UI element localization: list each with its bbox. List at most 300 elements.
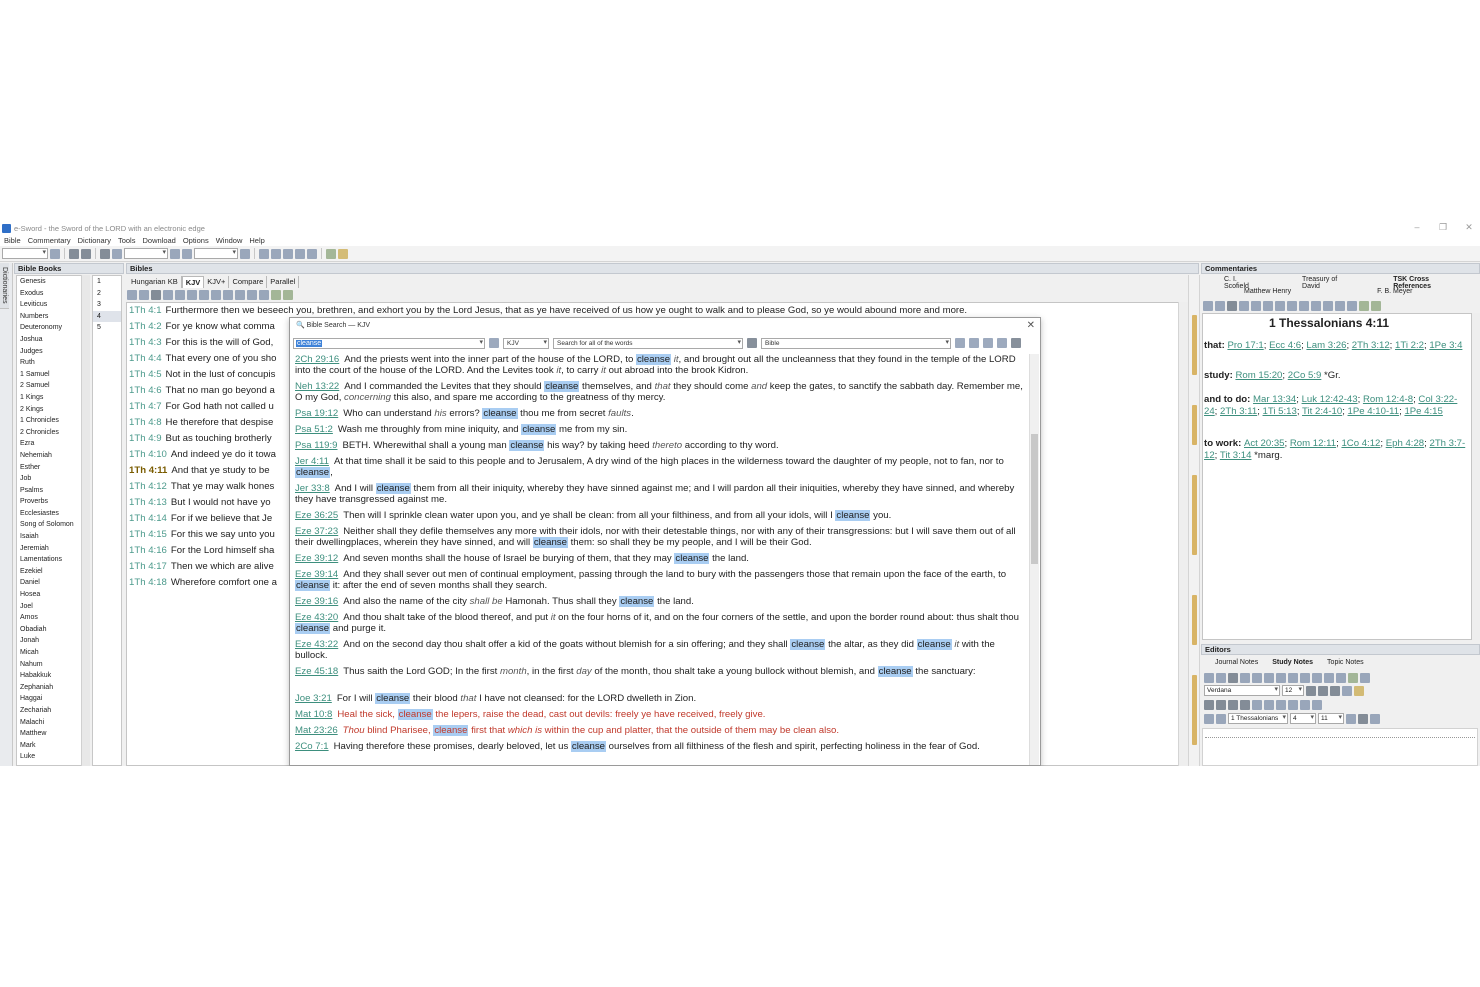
tab-fb-meyer[interactable]: F. B. Meyer bbox=[1377, 288, 1413, 295]
layout-icon[interactable] bbox=[259, 290, 269, 300]
gutter-mark bbox=[1192, 595, 1197, 645]
font-family-select[interactable]: Verdana ▾ bbox=[1204, 685, 1280, 696]
xref-link[interactable]: Eph 4:28 bbox=[1385, 438, 1425, 449]
book-item[interactable]: Ezekiel bbox=[20, 567, 43, 575]
sync-icon[interactable] bbox=[271, 290, 281, 300]
layout-2-icon[interactable] bbox=[1335, 301, 1345, 311]
book-item[interactable]: Lamentations bbox=[20, 556, 63, 564]
xref-link[interactable]: Tit 3:14 bbox=[1219, 450, 1252, 461]
indent-icon[interactable] bbox=[1276, 700, 1286, 710]
book-item[interactable]: Leviticus bbox=[20, 301, 48, 309]
book-item[interactable]: Jeremiah bbox=[20, 544, 49, 552]
result-text: And I commanded the Levites that they should cleanse themselves, and that they should come and keep the gates, to sanctify the sabbath day. Remember me, O my God, concerning this also, and spare me according to the greatness of thy mercy. bbox=[295, 381, 1023, 403]
gutter-mark bbox=[1192, 405, 1197, 445]
spacing-icon[interactable] bbox=[1312, 700, 1322, 710]
search-binoculars-icon[interactable] bbox=[100, 249, 110, 259]
menu-tools[interactable]: Tools bbox=[117, 236, 136, 245]
book-item[interactable]: Obadiah bbox=[20, 625, 47, 633]
result-ref-link[interactable]: Neh 13:22 bbox=[295, 381, 340, 392]
gutter-mark bbox=[1192, 315, 1197, 375]
verse-line[interactable] bbox=[129, 417, 273, 428]
chapter-item[interactable]: 2 bbox=[97, 289, 101, 297]
book-item[interactable]: Micah bbox=[20, 649, 39, 656]
bible-toolbar bbox=[127, 289, 293, 301]
search-go-icon[interactable] bbox=[1011, 338, 1021, 348]
verse-ref: 1Th 4:1 bbox=[129, 305, 162, 316]
verse-line[interactable] bbox=[129, 577, 277, 588]
copy-all-icon[interactable] bbox=[1215, 301, 1225, 311]
result-ref-link[interactable]: Joe 3:21 bbox=[295, 693, 332, 704]
dialog-title bbox=[290, 318, 1040, 334]
highlight-icon[interactable] bbox=[182, 249, 192, 259]
result-ref-link[interactable]: Jer 4:11 bbox=[295, 456, 329, 467]
search-hit: cleanse bbox=[522, 424, 556, 435]
book-item[interactable]: Haggai bbox=[20, 695, 43, 703]
style-icon[interactable] bbox=[235, 290, 245, 300]
tab-journal-notes[interactable]: Journal Notes bbox=[1215, 659, 1259, 666]
layout-4-icon[interactable] bbox=[295, 249, 305, 259]
book-item[interactable]: Nahum bbox=[20, 660, 43, 668]
menu-options[interactable]: Options bbox=[182, 236, 209, 245]
dictionaries-strip bbox=[0, 263, 13, 766]
verse-ref: 1Th 4:16 bbox=[129, 545, 167, 556]
search-result[interactable] bbox=[295, 596, 1025, 607]
result-ref-link[interactable]: Psa 119:9 bbox=[295, 440, 338, 451]
print-results-icon[interactable] bbox=[969, 338, 979, 348]
verse-ref: 1Th 4:8 bbox=[129, 417, 162, 428]
book-item[interactable]: Judges bbox=[20, 347, 43, 355]
book-item[interactable]: 1 Kings bbox=[20, 393, 44, 401]
result-ref-link[interactable]: Mat 23:26 bbox=[295, 725, 338, 736]
xref-link[interactable]: Ecc 4:6 bbox=[1269, 340, 1302, 351]
search-result[interactable] bbox=[295, 408, 1025, 419]
search-hit: cleanse bbox=[483, 408, 517, 419]
book-item[interactable]: Psalms bbox=[20, 486, 43, 494]
undo-icon[interactable] bbox=[1288, 673, 1298, 683]
border-icon[interactable] bbox=[1300, 700, 1310, 710]
book-item[interactable]: Mark bbox=[20, 741, 36, 749]
save-note-icon[interactable] bbox=[1204, 714, 1214, 724]
verse-line[interactable] bbox=[129, 545, 274, 556]
tab-matthew-henry[interactable]: Matthew Henry bbox=[1244, 288, 1292, 295]
book-item[interactable]: Deuteronomy bbox=[20, 324, 63, 332]
verse-selector[interactable] bbox=[2, 248, 48, 259]
copy-icon[interactable] bbox=[1203, 301, 1213, 311]
book-item[interactable]: Isaiah bbox=[20, 533, 39, 541]
book-item[interactable]: Exodus bbox=[20, 289, 44, 297]
result-ref-link[interactable]: Psa 51:2 bbox=[295, 424, 333, 435]
print-icon[interactable] bbox=[1239, 301, 1249, 311]
book-item[interactable]: Jonah bbox=[20, 637, 40, 645]
close-button[interactable]: ✕ bbox=[1465, 222, 1473, 232]
tab-treasury-of-david[interactable]: Treasury of David bbox=[1302, 275, 1338, 290]
book-item[interactable]: Numbers bbox=[20, 312, 49, 320]
go-icon[interactable] bbox=[50, 249, 60, 259]
highlighter-icon[interactable] bbox=[223, 290, 233, 300]
align-right-icon[interactable] bbox=[1228, 700, 1238, 710]
results-scrollbar[interactable] bbox=[1029, 354, 1039, 766]
verse-line[interactable] bbox=[129, 561, 274, 572]
export-icon[interactable] bbox=[983, 338, 993, 348]
search-result[interactable] bbox=[295, 381, 1025, 403]
xref-link[interactable]: Tit 2:4-10 bbox=[1302, 406, 1343, 417]
verse-line[interactable] bbox=[129, 321, 275, 332]
result-text: BETH. Wherewithal shall a young man cleanse his way? by taking heed thereto according to thy word. bbox=[342, 440, 779, 451]
chapter-item[interactable]: 1 bbox=[97, 278, 101, 285]
xref-link[interactable]: Pro 17:1 bbox=[1227, 340, 1264, 351]
xref-link[interactable]: Act 20:35 bbox=[1243, 438, 1285, 449]
italic-icon[interactable] bbox=[1318, 686, 1328, 696]
xref-link[interactable]: Rom 12:11 bbox=[1289, 438, 1337, 449]
toolbar-separator bbox=[321, 248, 322, 259]
xref-link[interactable]: Mar 13:34 bbox=[1253, 394, 1297, 405]
search-result[interactable] bbox=[295, 424, 1025, 435]
find-icon[interactable] bbox=[1228, 673, 1238, 683]
search-input[interactable] bbox=[293, 338, 485, 349]
verse-line[interactable] bbox=[129, 337, 273, 348]
result-text: And thou shalt take of the blood thereof, and put it on the four horns of it, and on the four corners of the settle, and upon the border round about: thus shalt thou cleanse and purge it. bbox=[296, 612, 1019, 634]
book-item[interactable]: 2 Kings bbox=[20, 405, 44, 413]
result-ref-link[interactable]: Eze 37:23 bbox=[295, 526, 339, 537]
tab-topic-notes[interactable]: Topic Notes bbox=[1327, 659, 1364, 666]
search-result[interactable] bbox=[295, 693, 1025, 704]
paste-icon[interactable] bbox=[1276, 673, 1286, 683]
search-result[interactable] bbox=[295, 741, 1025, 752]
numbering-icon[interactable] bbox=[1264, 700, 1274, 710]
layout-3-icon[interactable] bbox=[1347, 301, 1357, 311]
compare-icon[interactable] bbox=[187, 290, 197, 300]
print-icon[interactable] bbox=[1240, 673, 1250, 683]
search-result[interactable] bbox=[295, 483, 1025, 505]
book-item[interactable]: Nehemiah bbox=[20, 451, 52, 459]
menu-bar bbox=[0, 235, 1480, 246]
text-color-icon[interactable] bbox=[1342, 686, 1352, 696]
tab-kjv[interactable]: KJV bbox=[182, 276, 205, 288]
bullets-icon[interactable] bbox=[1252, 700, 1262, 710]
menu-dictionary[interactable]: Dictionary bbox=[77, 236, 111, 245]
filter-icon[interactable] bbox=[997, 338, 1007, 348]
chapter-item-selected[interactable]: 4 bbox=[93, 311, 121, 323]
result-ref-link[interactable]: Jer 33:8 bbox=[295, 483, 330, 494]
tab-tsk-cross-references[interactable]: TSK Cross References bbox=[1393, 275, 1431, 290]
result-ref-link[interactable]: Eze 39:12 bbox=[295, 553, 339, 564]
book-item[interactable]: Luke bbox=[20, 753, 36, 761]
book-item[interactable]: Song of Solomon bbox=[20, 521, 74, 529]
bible-version-select[interactable]: KJV ▾ bbox=[503, 338, 549, 349]
tab-kjv-plus[interactable]: KJV+ bbox=[204, 276, 229, 288]
insert-icon[interactable] bbox=[1348, 673, 1358, 683]
verse-text: For God hath not called u bbox=[165, 401, 274, 412]
image-icon[interactable] bbox=[1324, 673, 1334, 683]
verse-line[interactable] bbox=[129, 353, 276, 364]
link-icon[interactable] bbox=[1312, 673, 1322, 683]
verse-text: Furthermore then we beseech you, brethren, and exhort you by the Lord Jesus, that as ye have received of us how ye ought to walk and to please God, so ye would abound more and more. bbox=[165, 305, 968, 316]
font-size-select[interactable]: 12 ▾ bbox=[1282, 685, 1304, 696]
book-item[interactable]: Malachi bbox=[20, 718, 45, 726]
window-title: e-Sword - the Sword of the LORD with an electronic edge bbox=[14, 223, 205, 233]
result-ref-link[interactable]: Eze 39:14 bbox=[295, 569, 339, 580]
editor-toolbar-2 bbox=[1204, 685, 1364, 696]
book-item[interactable]: 1 Samuel bbox=[20, 370, 50, 378]
layout-1-icon[interactable] bbox=[1323, 301, 1333, 311]
bible-scrollbar[interactable] bbox=[1178, 302, 1188, 766]
chapter-select[interactable]: 4 ▾ bbox=[1290, 713, 1316, 724]
tab-study-notes[interactable]: Study Notes bbox=[1272, 659, 1314, 666]
next-icon[interactable] bbox=[1371, 301, 1381, 311]
forward-icon[interactable] bbox=[81, 249, 91, 259]
underline-icon[interactable] bbox=[1330, 686, 1340, 696]
search-result[interactable] bbox=[295, 354, 1025, 376]
search-result[interactable] bbox=[295, 510, 1025, 521]
result-ref-link[interactable]: Mat 10:8 bbox=[295, 709, 333, 720]
align-center-icon[interactable] bbox=[1216, 700, 1226, 710]
cut-icon[interactable] bbox=[1252, 673, 1262, 683]
search-result[interactable] bbox=[295, 725, 1025, 736]
search-hit: cleanse bbox=[398, 709, 432, 720]
commentary-pane bbox=[1202, 313, 1472, 640]
dictionaries-tab[interactable]: Dictionaries bbox=[0, 263, 9, 309]
layout-5-icon[interactable] bbox=[307, 249, 317, 259]
highlight-icon[interactable] bbox=[1287, 301, 1297, 311]
verse-line[interactable] bbox=[129, 513, 272, 524]
bookmark-icon[interactable] bbox=[175, 290, 185, 300]
link-icon[interactable] bbox=[1311, 301, 1321, 311]
search-result[interactable] bbox=[295, 440, 1025, 451]
search-result[interactable] bbox=[295, 612, 1025, 634]
next-icon[interactable] bbox=[283, 290, 293, 300]
verse-line-current[interactable] bbox=[129, 465, 270, 476]
editor-toolbar-1 bbox=[1204, 672, 1370, 683]
book-item[interactable]: 2 Samuel bbox=[20, 382, 50, 390]
search-hit: cleanse bbox=[376, 483, 410, 494]
book-item[interactable]: Job bbox=[20, 475, 32, 483]
spell-icon[interactable] bbox=[1216, 673, 1226, 683]
tab-hungarian-kb[interactable]: Hungarian KB bbox=[128, 276, 182, 288]
zoom-icon[interactable] bbox=[1370, 714, 1380, 724]
verse-text: For if we believe that Je bbox=[170, 513, 273, 524]
xref-link[interactable]: 2Th 3:7-12 bbox=[1204, 438, 1466, 461]
xref-link[interactable]: 1Pe 4:15 bbox=[1404, 406, 1443, 417]
book-item[interactable]: Hosea bbox=[20, 591, 41, 599]
print-icon[interactable] bbox=[163, 290, 173, 300]
tab-scofield[interactable]: C. I. Scofield bbox=[1224, 275, 1249, 290]
style-icon[interactable] bbox=[1275, 301, 1285, 311]
tools-icon[interactable] bbox=[170, 249, 180, 259]
menu-commentary[interactable]: Commentary bbox=[27, 236, 71, 245]
search-result[interactable] bbox=[295, 526, 1025, 548]
result-ref-link[interactable]: Eze 39:16 bbox=[295, 596, 339, 607]
xref-link[interactable]: 2Th 3:11 bbox=[1220, 406, 1258, 417]
result-text: Having therefore these promises, dearly beloved, let us cleanse ourselves from all filthiness of the flesh and spirit, perfecting holiness in the fear of God. bbox=[333, 741, 980, 752]
search-icon[interactable] bbox=[1227, 301, 1237, 311]
link-icon[interactable] bbox=[1346, 714, 1356, 724]
search-result[interactable] bbox=[295, 456, 1025, 478]
stop-icon[interactable] bbox=[747, 338, 757, 348]
xref-link[interactable]: Col 3:22-24 bbox=[1204, 394, 1458, 417]
books-scrollbar[interactable] bbox=[81, 275, 90, 766]
book-item[interactable]: Ruth bbox=[20, 359, 35, 367]
result-ref-link[interactable]: Psa 19:12 bbox=[295, 408, 339, 419]
edit-note-icon[interactable] bbox=[1216, 714, 1226, 724]
verse-ref: 1Th 4:15 bbox=[129, 529, 167, 540]
result-ref-link[interactable]: 2Co 7:1 bbox=[295, 741, 329, 752]
book-item[interactable]: Zechariah bbox=[20, 706, 52, 714]
verse-line[interactable] bbox=[129, 401, 274, 412]
menu-window[interactable]: Window bbox=[215, 236, 243, 245]
bible-combo[interactable] bbox=[124, 248, 168, 259]
xref-link[interactable]: 2Th 3:12 bbox=[1351, 340, 1390, 351]
menu-download[interactable]: Download bbox=[142, 236, 176, 245]
bible-tabs bbox=[128, 276, 299, 288]
result-ref-link[interactable]: Eze 36:25 bbox=[295, 510, 339, 521]
verse-select[interactable]: 11 ▾ bbox=[1318, 713, 1344, 724]
paragraph-icon[interactable] bbox=[1360, 673, 1370, 683]
verse-line[interactable] bbox=[129, 481, 274, 492]
study-notes-editor[interactable] bbox=[1202, 728, 1478, 766]
verse-line[interactable] bbox=[129, 433, 272, 444]
result-ref-link[interactable]: Eze 45:18 bbox=[295, 666, 339, 677]
book-item[interactable]: Proverbs bbox=[20, 498, 49, 506]
book-item[interactable]: Matthew bbox=[20, 730, 47, 738]
tab-compare[interactable]: Compare bbox=[229, 276, 267, 288]
font-combo[interactable] bbox=[194, 248, 238, 259]
search-result[interactable] bbox=[295, 709, 1025, 720]
search-result[interactable] bbox=[295, 553, 1025, 564]
xref-link[interactable]: 1Co 4:12 bbox=[1341, 438, 1381, 449]
xref-link[interactable]: 1Ti 5:13 bbox=[1262, 406, 1297, 417]
verse-ref: 1Th 4:2 bbox=[129, 321, 162, 332]
align-left-icon[interactable] bbox=[1204, 700, 1214, 710]
result-ref-link[interactable]: 2Ch 29:16 bbox=[295, 354, 340, 365]
xref-block-to-work: to work: Act 20:35; Rom 12:11; 1Co 4:12; Eph 4:28; 2Th 3:7-12; Tit 3:14 *marg. bbox=[1204, 438, 1466, 461]
result-ref-link[interactable]: Eze 43:20 bbox=[295, 612, 339, 623]
search-hit: cleanse bbox=[620, 596, 654, 607]
xref-link[interactable]: 2Co 5:9 bbox=[1287, 370, 1322, 381]
layout-1-icon[interactable] bbox=[259, 249, 269, 259]
justify-icon[interactable] bbox=[1240, 700, 1250, 710]
search-hit: cleanse bbox=[917, 639, 951, 650]
zoom-icon[interactable] bbox=[1299, 301, 1309, 311]
result-text: And on the second day thou shalt offer a kid of the goats without blemish for a sin offering; and they shall cleanse the altar, as they did cleanse it with the bullock. bbox=[295, 639, 995, 661]
xref-link[interactable]: Lam 3:26 bbox=[1306, 340, 1347, 351]
copy-results-icon[interactable] bbox=[955, 338, 965, 348]
verse-line[interactable] bbox=[129, 497, 271, 508]
search-result[interactable] bbox=[295, 666, 1025, 677]
xref-link[interactable]: 1Ti 2:2 bbox=[1395, 340, 1424, 351]
layout-2-icon[interactable] bbox=[271, 249, 281, 259]
notes-icon[interactable] bbox=[338, 249, 348, 259]
xref-block-that: that: Pro 17:1; Ecc 4:6; Lam 3:26; 2Th 3:12; 1Ti 2:2; 1Pe 3:4 bbox=[1204, 340, 1463, 351]
tab-parallel[interactable]: Parallel bbox=[267, 276, 299, 288]
outdent-icon[interactable] bbox=[1288, 700, 1298, 710]
verse-line[interactable] bbox=[129, 369, 275, 380]
splitter-gutter[interactable] bbox=[1188, 275, 1200, 766]
commentary-scrollbar[interactable] bbox=[1472, 313, 1480, 640]
book-item[interactable]: 2 Chronicles bbox=[20, 428, 59, 436]
book-select[interactable]: 1 Thessalonians ▾ bbox=[1228, 713, 1288, 724]
book-item[interactable]: Ezra bbox=[20, 440, 35, 448]
chapter-item[interactable]: 5 bbox=[97, 324, 101, 332]
dialog-close-button[interactable]: ✕ bbox=[1026, 320, 1035, 331]
minimize-button[interactable]: – bbox=[1414, 222, 1420, 232]
print-icon[interactable] bbox=[326, 249, 336, 259]
book-item[interactable]: 1 Chronicles bbox=[20, 417, 59, 425]
copy-icon[interactable] bbox=[127, 290, 137, 300]
verse-line[interactable] bbox=[129, 305, 967, 316]
reading-icon[interactable] bbox=[1263, 301, 1273, 311]
verse-line[interactable] bbox=[129, 449, 276, 460]
book-item[interactable]: Zephaniah bbox=[20, 683, 54, 691]
verse-ref: 1Th 4:9 bbox=[129, 433, 162, 444]
book-item[interactable]: Amos bbox=[20, 614, 38, 622]
verse-line[interactable] bbox=[129, 385, 275, 396]
back-icon[interactable] bbox=[69, 249, 79, 259]
search-scope-select[interactable]: Bible ▾ bbox=[761, 338, 951, 349]
xref-link[interactable]: Rom 12:4-8 bbox=[1362, 394, 1414, 405]
commentary-heading: 1 Thessalonians 4:11 bbox=[1269, 316, 1390, 330]
copy-verse-icon[interactable] bbox=[139, 290, 149, 300]
commentary-tabs bbox=[1202, 277, 1480, 288]
verse-text: For this we say unto you bbox=[170, 529, 275, 540]
book-item[interactable]: Esther bbox=[20, 463, 41, 471]
maximize-button[interactable]: ❐ bbox=[1438, 222, 1448, 232]
reading-icon[interactable] bbox=[211, 290, 221, 300]
table-icon[interactable] bbox=[1336, 673, 1346, 683]
menu-help[interactable]: Help bbox=[249, 236, 265, 245]
book-item[interactable]: Joshua bbox=[20, 335, 43, 343]
save-icon[interactable] bbox=[1204, 673, 1214, 683]
bold-icon[interactable] bbox=[1306, 686, 1316, 696]
xref-label: that: bbox=[1204, 340, 1228, 351]
search-result[interactable] bbox=[295, 569, 1025, 591]
verse-text: That every one of you sho bbox=[165, 353, 277, 364]
verse-line[interactable] bbox=[129, 529, 275, 540]
xref-link[interactable]: Luk 12:42-43 bbox=[1301, 394, 1358, 405]
esword-window bbox=[0, 221, 1480, 766]
search-icon[interactable] bbox=[1358, 714, 1368, 724]
xref-link[interactable]: 1Pe 4:10-11 bbox=[1347, 406, 1400, 417]
result-ref-link[interactable]: Eze 43:22 bbox=[295, 639, 339, 650]
xref-link[interactable]: 1Pe 3:4 bbox=[1429, 340, 1463, 351]
book-item[interactable]: Daniel bbox=[20, 579, 40, 587]
xref-link[interactable]: Rom 15:20 bbox=[1235, 370, 1283, 381]
verse-ref: 1Th 4:13 bbox=[129, 497, 167, 508]
book-item[interactable]: Habakkuk bbox=[20, 672, 52, 680]
zoom-icon[interactable] bbox=[247, 290, 257, 300]
results-scroll-thumb[interactable] bbox=[1031, 434, 1038, 564]
lookup-icon[interactable] bbox=[112, 249, 122, 259]
book-item[interactable]: Joel bbox=[20, 602, 33, 610]
copy-icon[interactable] bbox=[1264, 673, 1274, 683]
search-icon[interactable] bbox=[151, 290, 161, 300]
highlight-color-icon[interactable] bbox=[1354, 686, 1364, 696]
parallel-icon[interactable] bbox=[199, 290, 209, 300]
search-options-icon[interactable] bbox=[489, 338, 499, 348]
book-item[interactable]: Ecclesiastes bbox=[20, 509, 59, 517]
search-mode-select[interactable]: Search for all of the words ▾ bbox=[553, 338, 743, 349]
menu-bible[interactable]: Bible bbox=[4, 236, 21, 245]
search-result[interactable] bbox=[295, 639, 1025, 661]
redo-icon[interactable] bbox=[1300, 673, 1310, 683]
result-text: At that time shall it be said to this people and to Jerusalem, A dry wind of the high places in the wilderness toward the daughter of my people, not to fan, nor to cleanse, bbox=[296, 456, 1004, 478]
notes-icon[interactable] bbox=[1251, 301, 1261, 311]
pin-icon[interactable] bbox=[240, 249, 250, 259]
window-controls bbox=[1410, 222, 1476, 233]
sync-icon[interactable] bbox=[1359, 301, 1369, 311]
layout-3-icon[interactable] bbox=[283, 249, 293, 259]
chapter-item[interactable]: 3 bbox=[97, 301, 101, 309]
book-item[interactable]: Genesis bbox=[20, 278, 46, 285]
